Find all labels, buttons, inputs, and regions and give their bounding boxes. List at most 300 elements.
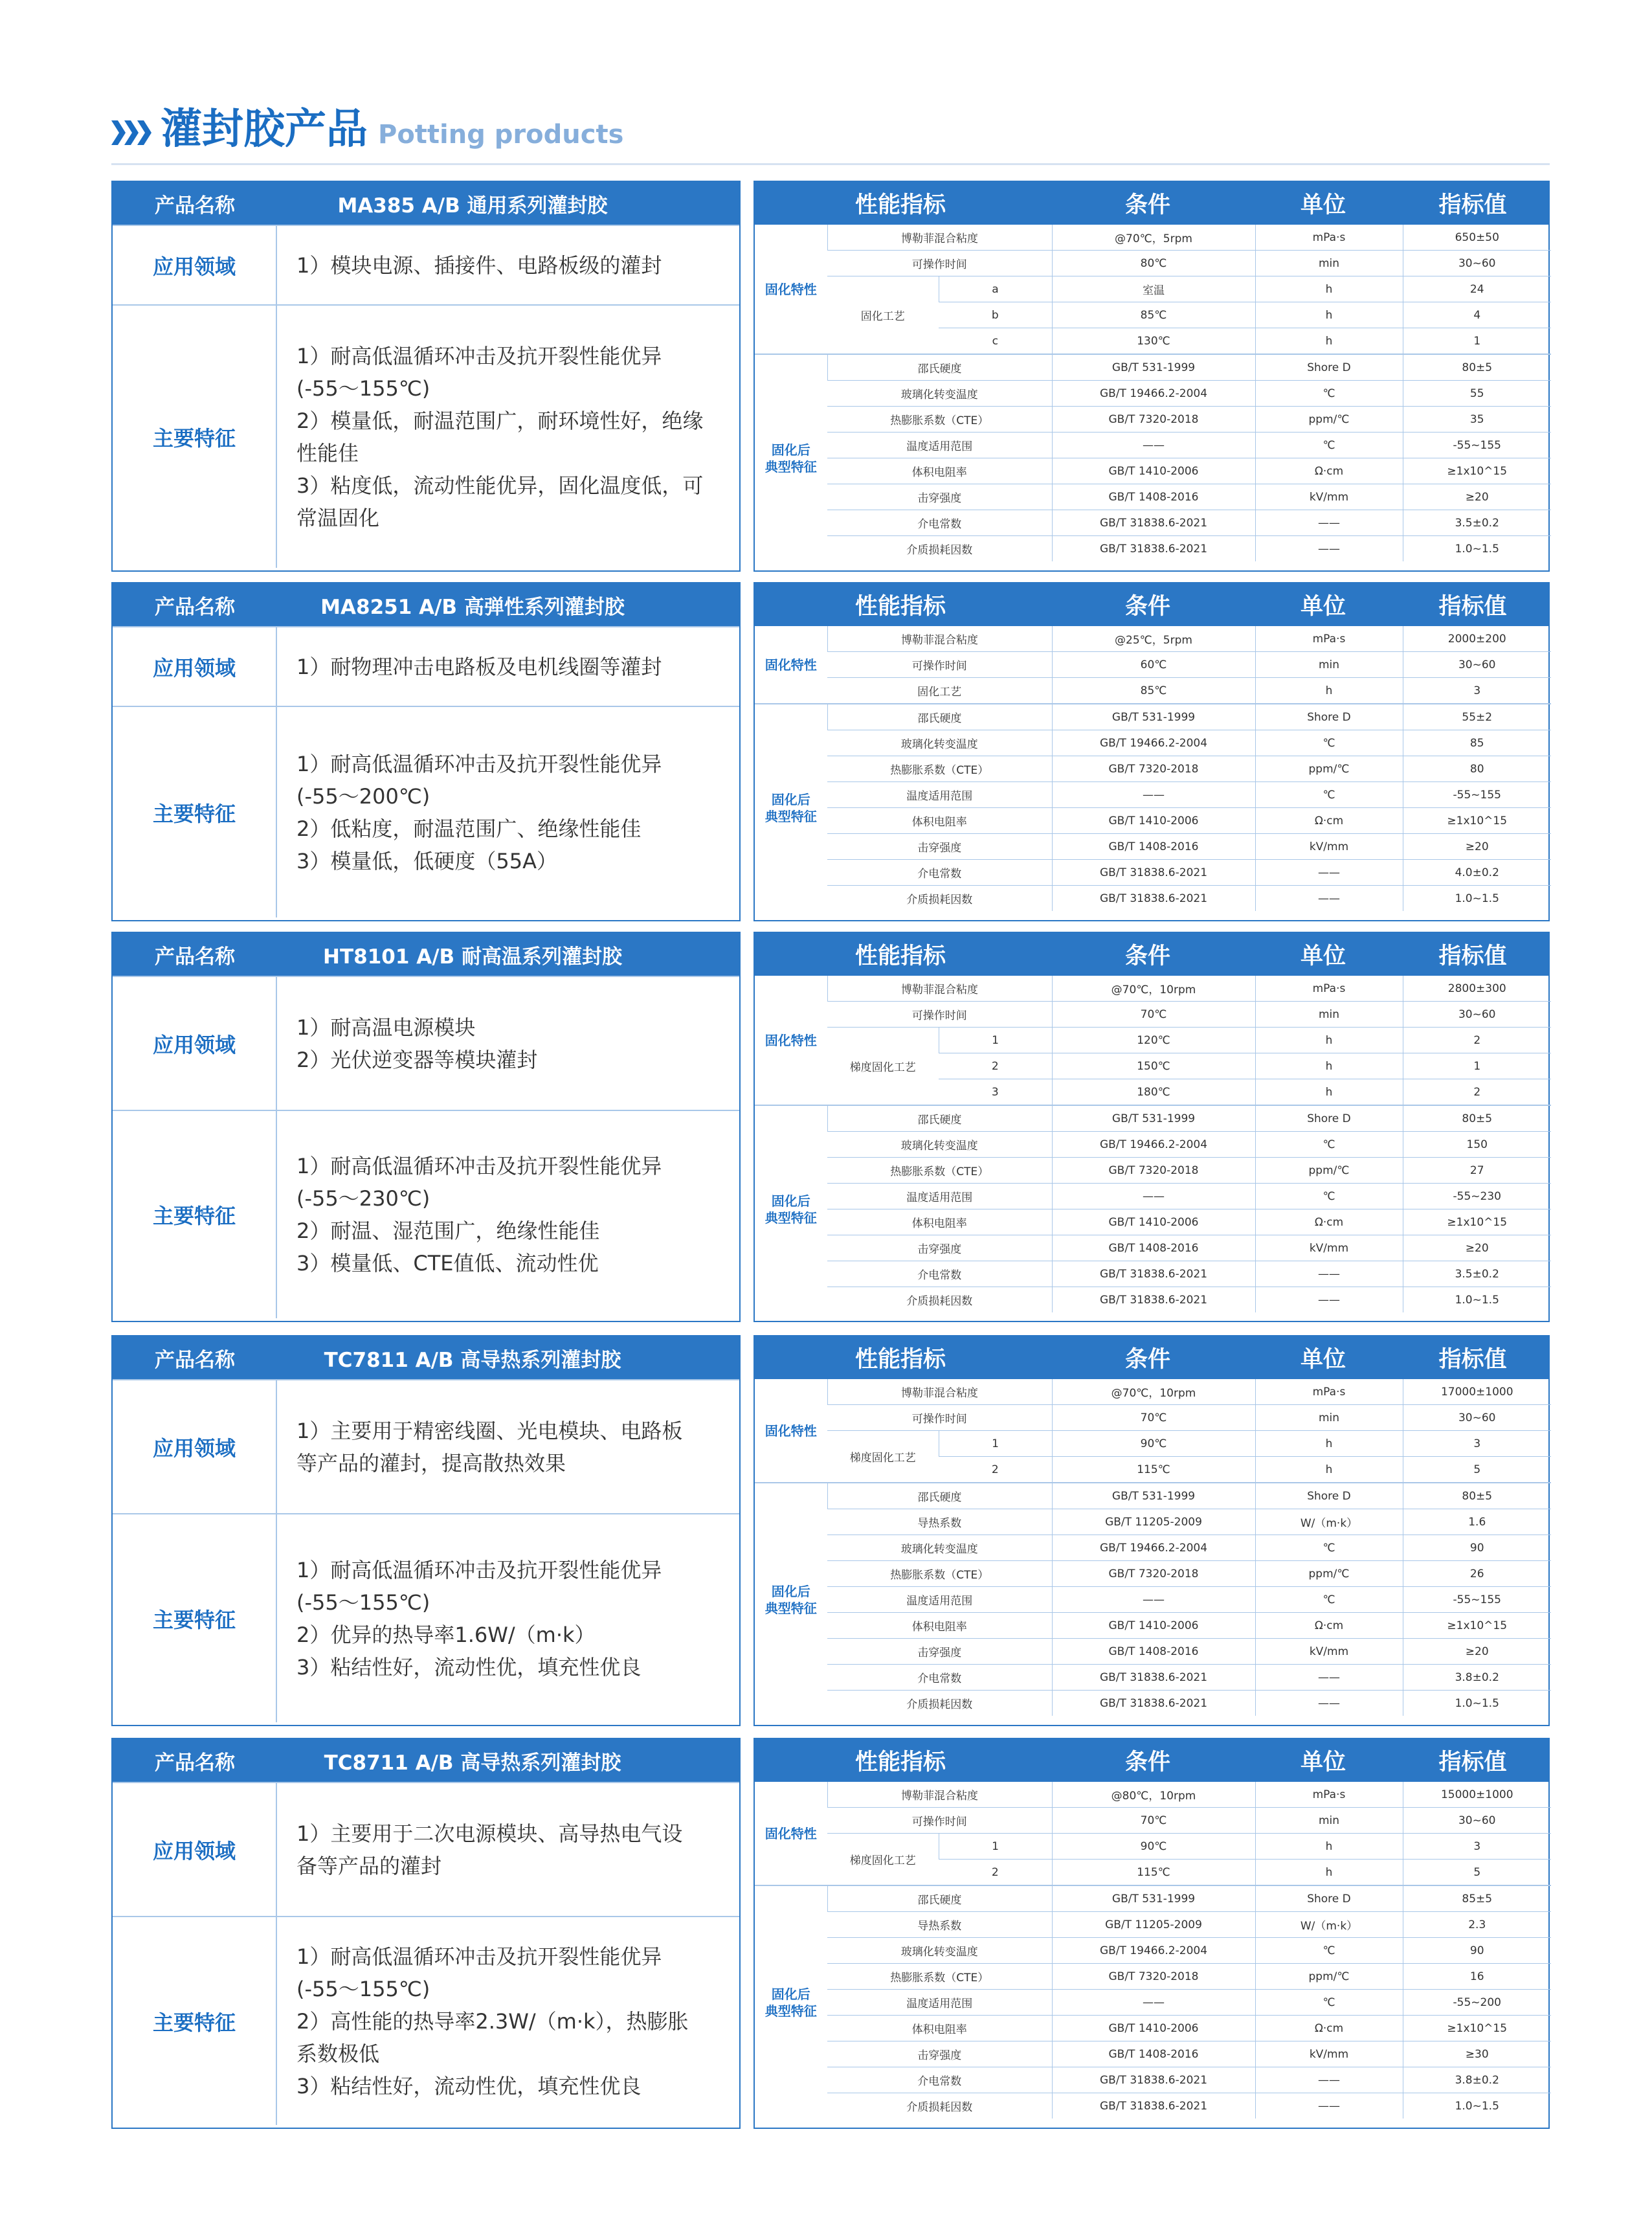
product-name-row [113,1739,739,1782]
spec-condition: GB/T 7320-2018 [1052,756,1255,782]
cure-process-label: 梯度固化工艺 [827,1028,939,1106]
cure-step: 2 [939,1053,1052,1079]
spec-row [755,730,1551,756]
spec-unit: kV/mm [1255,834,1403,860]
application-line: 2）光伏逆变器等模块灌封 [296,1047,538,1072]
spec-row [755,276,1551,302]
features-row [113,1916,739,2125]
spec-value: 3 [1403,1834,1551,1860]
spec-param: 博勒菲混合粘度 [827,626,1052,652]
spec-param: 体积电阻率 [827,808,1052,834]
spec-condition: GB/T 531-1999 [1052,1105,1255,1132]
spec-table [753,181,1550,572]
spec-unit: ℃ [1255,730,1403,756]
product-name-label: 产品名称 [155,194,235,218]
spec-unit: —— [1255,1261,1403,1287]
spec-unit: Ω·cm [1255,458,1403,484]
spec-param: 介质损耗因数 [827,1287,1052,1313]
spec-unit: Ω·cm [1255,1613,1403,1639]
spec-unit: Shore D [1255,1885,1403,1912]
spec-param: 温度适用范围 [827,782,1052,808]
application-row [113,1379,739,1513]
spec-row [755,678,1551,704]
spec-row [755,1990,1551,2016]
spec-row [755,2067,1551,2093]
spec-row [755,1431,1551,1457]
spec-value: 80±5 [1403,1105,1551,1132]
spec-table [753,582,1550,921]
spec-param: 介电常数 [827,510,1052,536]
spec-unit: min [1255,1405,1403,1431]
spec-value: 150 [1403,1132,1551,1158]
spec-value: 55 [1403,381,1551,407]
feature-line: 1）耐高低温循环冲击及抗开裂性能优异 [296,1154,662,1178]
spec-value: 3 [1403,678,1551,704]
product-info-table [111,1738,741,2129]
spec-row [755,381,1551,407]
spec-row [755,1587,1551,1613]
feature-line: 3）粘结性好，流动性优，填充性优良 [296,2073,642,2098]
spec-row [755,354,1551,381]
spec-row [755,1885,1551,1912]
spec-condition: 90℃ [1052,1834,1255,1860]
spec-unit: ℃ [1255,1132,1403,1158]
product-info-table [111,932,741,1322]
spec-table [753,932,1550,1322]
spec-row [755,1665,1551,1691]
features-text [277,1514,739,1722]
group-label-cure: 固化特性 [765,1825,817,1841]
spec-value: 1 [1403,328,1551,355]
product-block [111,1335,1550,1726]
product-block [111,1738,1550,2129]
application-line: 1）耐高温电源模块 [296,1015,476,1040]
cure-process-label: 梯度固化工艺 [827,1834,939,1886]
spec-value: 2000±200 [1403,626,1551,652]
spec-condition: 90℃ [1052,1431,1255,1457]
application-text [277,1380,739,1513]
spec-value: 90 [1403,1535,1551,1561]
spec-condition: GB/T 31838.6-2021 [1052,1287,1255,1313]
spec-row [755,808,1551,834]
feature-line: (-55～230℃) [296,1186,430,1211]
spec-unit: ℃ [1255,433,1403,458]
spec-row [755,225,1551,251]
spec-row [755,1938,1551,1964]
header-condition: 条件 [1124,594,1170,620]
spec-value: 90 [1403,1938,1551,1964]
group-label-cure: 固化特性 [765,281,817,297]
page-subtitle: Potting products [378,120,624,150]
spec-unit: —— [1255,1691,1403,1716]
spec-param: 体积电阻率 [827,458,1052,484]
application-text [277,1783,739,1916]
spec-param: 热膨胀系数（CTE） [827,756,1052,782]
spec-value: -55~155 [1403,782,1551,808]
cure-process-label: 梯度固化工艺 [827,1431,939,1483]
spec-unit: ppm/℃ [1255,756,1403,782]
spec-unit: ppm/℃ [1255,1158,1403,1184]
spec-value: 5 [1403,1457,1551,1483]
spec-condition: 室温 [1052,276,1255,302]
feature-line: 2）高性能的热导率2.3W/（m·k），热膨胀 [296,2008,689,2034]
spec-value: 1.0~1.5 [1403,2093,1551,2119]
spec-unit: h [1255,678,1403,704]
cure-step: 1 [939,1028,1052,1053]
header-value: 指标值 [1438,594,1507,620]
spec-unit: h [1255,1028,1403,1053]
spec-table-header [755,1336,1548,1379]
spec-condition: GB/T 531-1999 [1052,1483,1255,1509]
application-row [113,225,739,304]
product-block [111,582,1550,921]
spec-table [753,1738,1550,2129]
spec-unit: kV/mm [1255,1235,1403,1261]
spec-row [755,484,1551,510]
feature-line: 3）粘度低，流动性能优异，固化温度低，可 [296,473,704,498]
spec-condition: 70℃ [1052,1808,1255,1834]
application-row [113,976,739,1110]
spec-unit: ppm/℃ [1255,1561,1403,1587]
spec-row [755,626,1551,652]
spec-unit: h [1255,1079,1403,1106]
spec-condition: GB/T 1410-2006 [1052,458,1255,484]
product-info-table [111,181,741,572]
spec-value: 3.8±0.2 [1403,2067,1551,2093]
spec-row [755,1379,1551,1405]
spec-condition: GB/T 11205-2009 [1052,1509,1255,1535]
spec-unit: mPa·s [1255,626,1403,652]
spec-unit: h [1255,328,1403,355]
spec-value: 80±5 [1403,1483,1551,1509]
application-label: 应用领域 [113,1783,277,1916]
spec-unit: h [1255,302,1403,328]
spec-condition: 180℃ [1052,1079,1255,1106]
features-row [113,304,739,568]
feature-line: 性能佳 [296,440,359,466]
spec-condition: GB/T 531-1999 [1052,1885,1255,1912]
product-name-row [113,583,739,626]
spec-value: 80 [1403,756,1551,782]
spec-unit: —— [1255,1287,1403,1313]
spec-param: 可操作时间 [827,251,1052,276]
spec-value: 55±2 [1403,704,1551,730]
spec-condition: 70℃ [1052,1002,1255,1028]
spec-unit: h [1255,1834,1403,1860]
features-row [113,706,739,917]
spec-condition: 115℃ [1052,1457,1255,1483]
features-text [277,707,739,917]
spec-condition: GB/T 1410-2006 [1052,2016,1255,2041]
spec-row [755,1158,1551,1184]
spec-value: ≥1x10^15 [1403,2016,1551,2041]
spec-row [755,976,1551,1002]
spec-row [755,1235,1551,1261]
application-row [113,626,739,706]
spec-param: 可操作时间 [827,1405,1052,1431]
spec-value: 30~60 [1403,652,1551,678]
spec-value: -55~230 [1403,1184,1551,1209]
feature-line: (-55～155℃) [296,1590,430,1615]
feature-line: 1）耐高低温循环冲击及抗开裂性能优异 [296,751,662,776]
spec-row [755,433,1551,458]
application-line: 1）主要用于二次电源模块、高导热电气设 [296,1821,683,1846]
spec-row [755,1964,1551,1990]
spec-row [755,251,1551,276]
spec-row [755,834,1551,860]
spec-condition: GB/T 531-1999 [1052,354,1255,381]
spec-param: 温度适用范围 [827,433,1052,458]
spec-row [755,1808,1551,1834]
header-unit: 单位 [1300,594,1346,620]
spec-row [755,1782,1551,1808]
features-text [277,306,739,568]
features-label: 主要特征 [113,1111,277,1318]
spec-unit: W/（m·k） [1255,1912,1403,1938]
spec-value: ≥1x10^15 [1403,1209,1551,1235]
feature-line: 2）模量低，耐温范围广，耐环境性好，绝缘 [296,408,704,433]
spec-condition: GB/T 31838.6-2021 [1052,860,1255,886]
spec-unit: ppm/℃ [1255,1964,1403,1990]
spec-unit: —— [1255,536,1403,562]
spec-row [755,1535,1551,1561]
spec-condition: GB/T 7320-2018 [1052,1158,1255,1184]
spec-table-header [755,933,1548,976]
product-name-label: 产品名称 [155,1751,235,1775]
spec-condition: GB/T 31838.6-2021 [1052,1665,1255,1691]
spec-row [755,1209,1551,1235]
spec-condition: GB/T 7320-2018 [1052,1561,1255,1587]
application-label: 应用领域 [113,226,277,304]
spec-condition: GB/T 19466.2-2004 [1052,730,1255,756]
spec-condition: GB/T 7320-2018 [1052,1964,1255,1990]
spec-table-body [755,1782,1551,2119]
spec-unit: Shore D [1255,354,1403,381]
spec-unit: h [1255,276,1403,302]
spec-param: 温度适用范围 [827,1184,1052,1209]
spec-condition: 85℃ [1052,678,1255,704]
features-text [277,1917,739,2125]
header-unit: 单位 [1300,1749,1346,1775]
application-text [277,977,739,1110]
application-text [277,627,739,706]
product-name: MA385 A/B 通用系列灌封胶 [337,194,608,218]
spec-condition: GB/T 31838.6-2021 [1052,1261,1255,1287]
spec-unit: ℃ [1255,1938,1403,1964]
group-label-after-cure: 固化后 典型特征 [755,1105,827,1312]
header-unit: 单位 [1300,192,1346,218]
spec-value: 85±5 [1403,1885,1551,1912]
spec-table-header [755,583,1548,626]
spec-row [755,1028,1551,1053]
header-condition: 条件 [1124,192,1170,218]
spec-condition: GB/T 31838.6-2021 [1052,2093,1255,2119]
spec-param: 介质损耗因数 [827,1691,1052,1716]
spec-value: ≥20 [1403,484,1551,510]
spec-condition: @70℃，10rpm [1052,976,1255,1002]
spec-value: 15000±1000 [1403,1782,1551,1808]
spec-condition: GB/T 1410-2006 [1052,1209,1255,1235]
spec-value: 1.0~1.5 [1403,1287,1551,1313]
feature-line: 1）耐高低温循环冲击及抗开裂性能优异 [296,1557,662,1582]
feature-line: 2）耐温、湿范围广，绝缘性能佳 [296,1219,600,1243]
spec-unit: min [1255,1808,1403,1834]
cure-step: 3 [939,1079,1052,1106]
application-line: 1）主要用于精密线圈、光电模块、电路板 [296,1418,683,1443]
spec-row [755,704,1551,730]
spec-param: 玻璃化转变温度 [827,1938,1052,1964]
spec-condition: —— [1052,782,1255,808]
product-name: TC7811 A/B 高导热系列灌封胶 [324,1348,621,1372]
spec-unit: Ω·cm [1255,1209,1403,1235]
spec-param: 介电常数 [827,1261,1052,1287]
product-name-row [113,933,739,976]
product-name-label: 产品名称 [155,595,235,619]
spec-row [755,1002,1551,1028]
spec-param: 介质损耗因数 [827,536,1052,562]
spec-unit: kV/mm [1255,1639,1403,1665]
spec-value: 30~60 [1403,1808,1551,1834]
spec-value: ≥1x10^15 [1403,1613,1551,1639]
cure-step: 2 [939,1457,1052,1483]
spec-value: 85 [1403,730,1551,756]
cure-step: 2 [939,1860,1052,1886]
header-value: 指标值 [1438,1347,1507,1373]
spec-condition: GB/T 31838.6-2021 [1052,510,1255,536]
spec-unit: ℃ [1255,782,1403,808]
feature-line: 3）模量低，低硬度（55A） [296,848,557,873]
features-text [277,1111,739,1318]
spec-unit: ℃ [1255,381,1403,407]
spec-value: 2 [1403,1079,1551,1106]
header-param: 性能指标 [854,192,946,218]
spec-condition: GB/T 7320-2018 [1052,407,1255,433]
spec-value: 1.0~1.5 [1403,886,1551,912]
spec-param: 邵氏硬度 [827,704,1052,730]
spec-unit: —— [1255,2093,1403,2119]
spec-value: 2 [1403,1028,1551,1053]
spec-row [755,1405,1551,1431]
spec-value: 4 [1403,302,1551,328]
page-title: 灌封胶产品 [161,106,368,153]
spec-table-body [755,976,1551,1312]
spec-param: 玻璃化转变温度 [827,1132,1052,1158]
spec-condition: GB/T 531-1999 [1052,704,1255,730]
spec-param: 热膨胀系数（CTE） [827,1561,1052,1587]
spec-unit: h [1255,1053,1403,1079]
spec-value: 3.8±0.2 [1403,1665,1551,1691]
feature-line: (-55～155℃) [296,376,430,401]
spec-unit: mPa·s [1255,225,1403,251]
spec-condition: GB/T 31838.6-2021 [1052,2067,1255,2093]
spec-value: 26 [1403,1561,1551,1587]
spec-value: ≥1x10^15 [1403,458,1551,484]
spec-row [755,1834,1551,1860]
spec-unit: ℃ [1255,1535,1403,1561]
spec-condition: 85℃ [1052,302,1255,328]
spec-unit: mPa·s [1255,1379,1403,1405]
spec-param: 介电常数 [827,1665,1052,1691]
header-value: 指标值 [1438,1749,1507,1775]
feature-line: 常温固化 [296,505,380,530]
spec-param: 介质损耗因数 [827,886,1052,912]
spec-unit: Shore D [1255,1105,1403,1132]
spec-row [755,2093,1551,2119]
feature-line: 系数极低 [296,2041,380,2066]
header-condition: 条件 [1124,1749,1170,1775]
spec-row [755,458,1551,484]
spec-row [755,756,1551,782]
spec-param: 体积电阻率 [827,2016,1052,2041]
spec-value: 650±50 [1403,225,1551,251]
spec-row [755,886,1551,912]
application-text [277,226,739,304]
application-row [113,1782,739,1916]
spec-condition: 130℃ [1052,328,1255,355]
spec-unit: min [1255,1002,1403,1028]
spec-table-header [755,1739,1548,1782]
group-label-cure: 固化特性 [765,1032,817,1048]
spec-unit: ℃ [1255,1184,1403,1209]
spec-condition: GB/T 31838.6-2021 [1052,886,1255,912]
spec-row [755,1509,1551,1535]
spec-row [755,860,1551,886]
header-condition: 条件 [1124,943,1170,969]
spec-value: 4.0±0.2 [1403,860,1551,886]
spec-unit: h [1255,1431,1403,1457]
spec-value: 30~60 [1403,1405,1551,1431]
spec-value: 27 [1403,1158,1551,1184]
spec-condition: 115℃ [1052,1860,1255,1886]
spec-value: 3 [1403,1431,1551,1457]
spec-param: 击穿强度 [827,2041,1052,2067]
features-label: 主要特征 [113,1514,277,1722]
spec-param: 博勒菲混合粘度 [827,976,1052,1002]
spec-value: ≥20 [1403,1639,1551,1665]
spec-condition: @70℃，10rpm [1052,1379,1255,1405]
group-label-after-cure: 固化后 典型特征 [755,354,827,561]
spec-value: -55~155 [1403,1587,1551,1613]
spec-table [753,1335,1550,1726]
features-label: 主要特征 [113,306,277,568]
spec-unit: ppm/℃ [1255,407,1403,433]
spec-param: 玻璃化转变温度 [827,381,1052,407]
spec-param: 击穿强度 [827,1639,1052,1665]
spec-condition: @25℃，5rpm [1052,626,1255,652]
cure-step: c [939,328,1052,355]
spec-unit: Ω·cm [1255,2016,1403,2041]
spec-row [755,1261,1551,1287]
features-row [113,1110,739,1318]
spec-condition: 120℃ [1052,1028,1255,1053]
spec-value: 5 [1403,1860,1551,1886]
spec-condition: —— [1052,1990,1255,2016]
feature-line: (-55～155℃) [296,1976,430,2001]
header-value: 指标值 [1438,192,1507,218]
spec-unit: min [1255,652,1403,678]
features-row [113,1513,739,1722]
features-label: 主要特征 [113,707,277,917]
spec-param: 可操作时间 [827,652,1052,678]
spec-row [755,2041,1551,2067]
spec-param: 博勒菲混合粘度 [827,1379,1052,1405]
spec-unit: —— [1255,510,1403,536]
spec-param: 邵氏硬度 [827,1105,1052,1132]
spec-param: 玻璃化转变温度 [827,730,1052,756]
feature-line: 1）耐高低温循环冲击及抗开裂性能优异 [296,343,662,368]
spec-unit: mPa·s [1255,1782,1403,1808]
spec-row [755,407,1551,433]
